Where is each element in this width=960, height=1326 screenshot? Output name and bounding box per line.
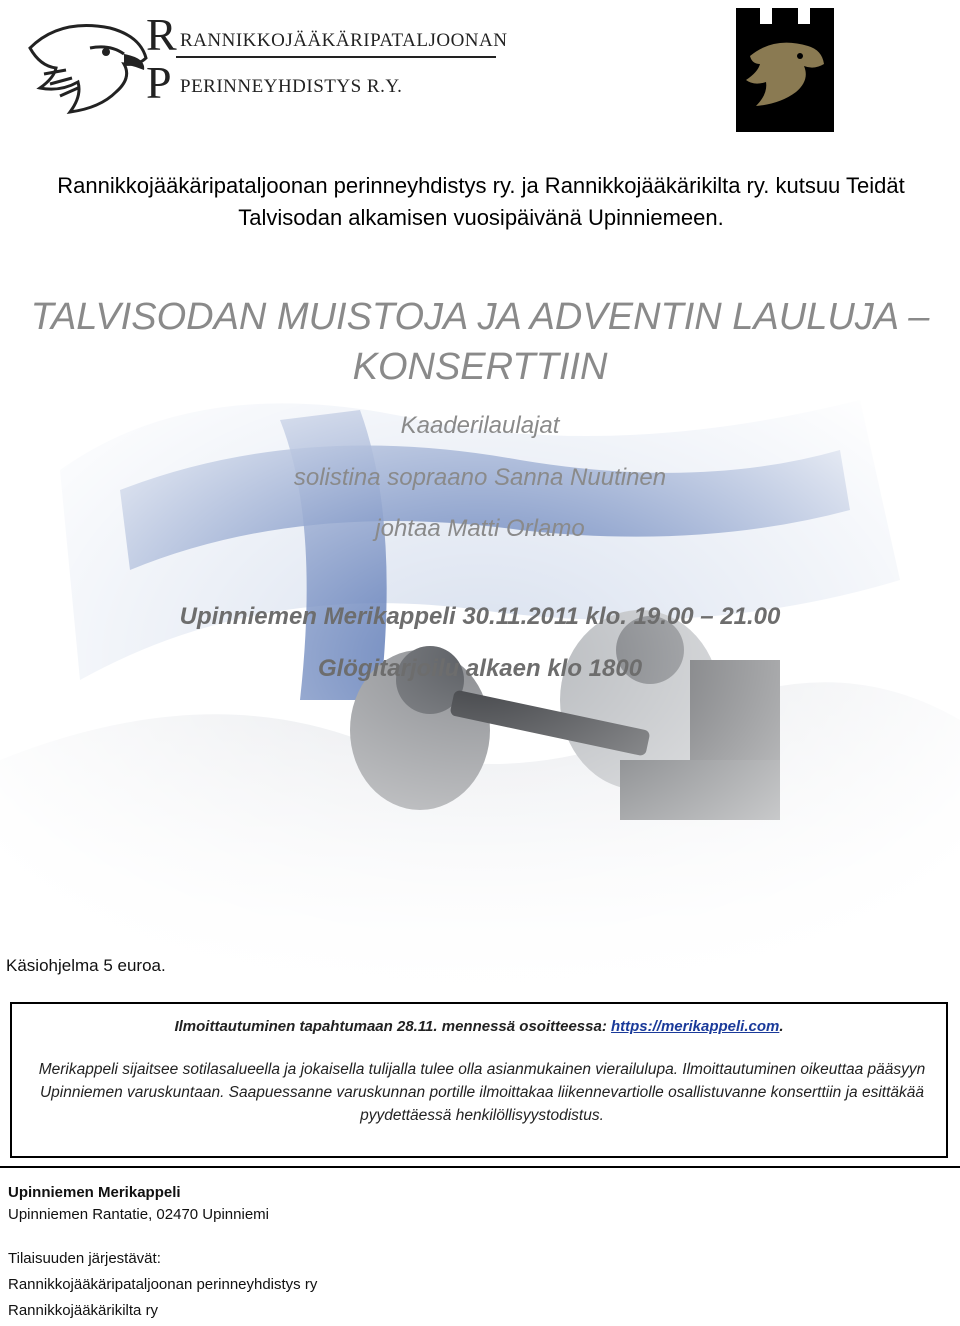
eagle-head-icon [20,8,500,128]
performer-choir: Kaaderilaulajat [400,412,560,439]
program-price: Käsiohjelma 5 euroa. [6,956,166,975]
registration-line [12,1018,946,1035]
organizer-item: Rannikkojääkärikilta ry [8,1302,159,1319]
logo-name-line2: PERINNEYHDISTYS R.Y. [180,76,403,97]
logo-divider [176,56,496,58]
footer-place-name: Upinniemen Merikappeli [8,1184,181,1201]
event-title-line1: TALVISODAN MUISTOJA JA ADVENTIN LAULUJA – [30,296,930,338]
registration-link[interactable]: https://merikappeli.com [610,1018,780,1035]
performer-conductor: johtaa Matti Orlamo [375,515,585,542]
glogi-serving: Glögitarjoilu alkaen klo 1800 [317,655,643,682]
registration-prefix: Ilmoittautuminen tapahtumaan 28.11. mennessä osoitteessa: [174,1018,607,1035]
event-title-line2: KONSERTTIIN [352,346,608,388]
logo-initial-r: R [146,9,178,60]
association-logo [20,8,508,128]
invitation-text: Rannikkojääkäripataljoonan perinneyhdistys ry. ja Rannikkojääkärikilta ry. kutsuu Teidät Talvisodan alkamisen vuosipäivänä Upinniemeen. [57,173,905,230]
logo-name-line1: RANNIKKOJÄÄKÄRIPATALJOONAN [180,30,508,51]
tower-eagle-icon [734,6,836,134]
guild-emblem [734,6,836,134]
organizers-heading: Tilaisuuden järjestävät: [8,1250,161,1267]
venue-and-time: Upinniemen Merikappeli 30.11.2011 klo. 19.00 – 21.00 [179,603,781,630]
registration-info-box [10,1002,948,1158]
footer-address: Upinniemen Rantatie, 02470 Upinniemi [8,1206,269,1223]
organizer-item: Rannikkojääkäripataljoonan perinneyhdistys ry [8,1276,318,1293]
logo-initial-p: P [146,57,173,108]
footer-divider [0,1166,960,1168]
registration-suffix: . [779,1018,784,1035]
performer-soloist: solistina sopraano Sanna Nuutinen [293,464,667,491]
access-instructions: Merikappeli sijaitsee sotilasalueella ja jokaisella tulijalla tulee olla asianmukainen vierailulupa. Ilmoittautuminen oikeuttaa pääsyyn Upinniemen varuskuntaan. Saapuessanne varuskunnan portille ilmoittakaa liikennevartiolle osallistuvanne konserttiin ja esittäkää pyydettäessä henkilöllisyystodistus. [38,1061,926,1124]
